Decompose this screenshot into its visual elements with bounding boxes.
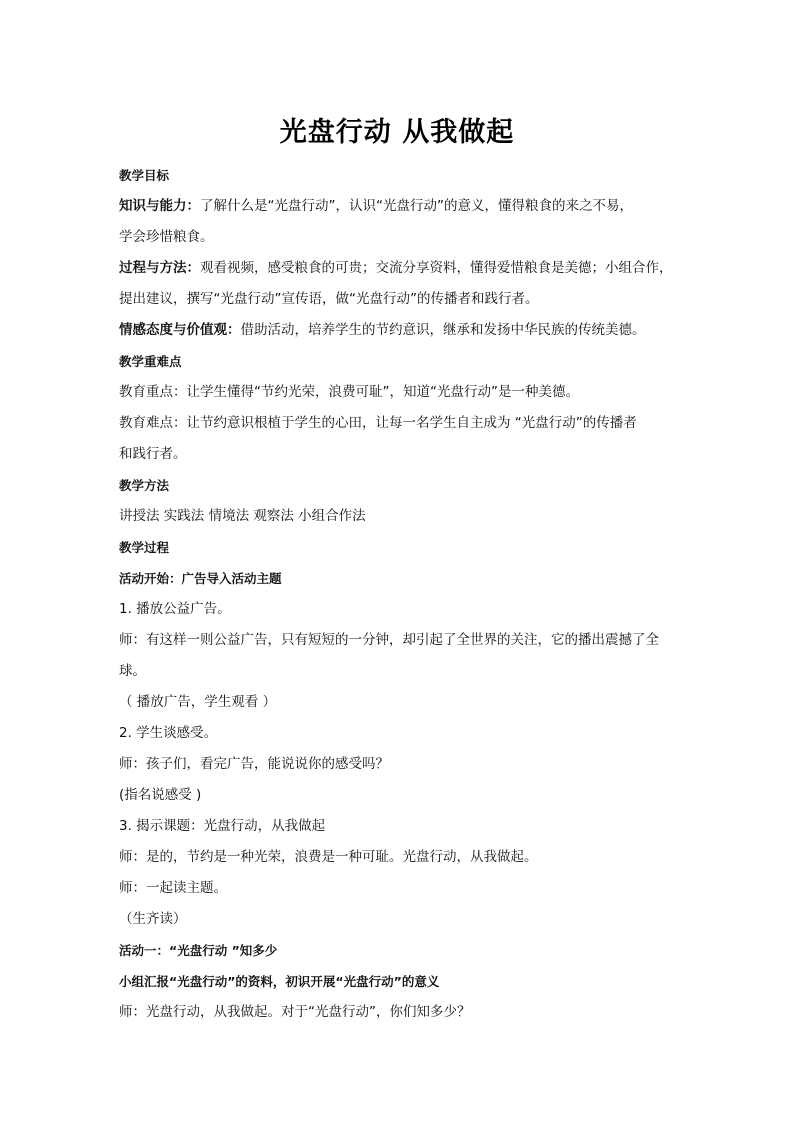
paragraph-line: 师：一起读主题。 <box>119 880 227 896</box>
paragraph-line: 师：孩子们，看完广告，能说说你的感受吗？ <box>119 756 389 772</box>
paragraph-line: 提出建议，撰写“光盘行动”宣传语，做“光盘行动”的传播者和践行者。 <box>119 291 539 307</box>
paragraph-line: 情感态度与价值观：借助活动，培养学生的节约意识，继承和发扬中华民族的传统美德。 <box>119 322 646 338</box>
paragraph-line: 1. 播放公益广告。 <box>119 601 231 617</box>
paragraph-line: 学会珍惜粮食。 <box>119 229 214 245</box>
paragraph-line: 教育重点：让学生懂得“节约光荣，浪费可耻”，知道“光盘行动”是一种美德。 <box>119 384 579 400</box>
paragraph-line: 知识与能力：了解什么是“光盘行动”，认识“光盘行动”的意义，懂得粮食的来之不易， <box>119 198 633 214</box>
subsection-heading: 小组汇报“光盘行动”的资料，初识开展“光盘行动”的意义 <box>119 974 440 989</box>
paragraph-line: （生齐读） <box>119 911 187 927</box>
document-title: 光盘行动 从我做起 <box>279 117 515 148</box>
section-heading: 教学过程 <box>119 540 170 555</box>
paragraph-line: 3. 揭示课题：光盘行动，从我做起 <box>119 818 326 834</box>
paragraph-line: 球。 <box>119 663 146 679</box>
subsection-heading: 活动开始：广告导入活动主题 <box>119 571 282 586</box>
paragraph-line: 师：光盘行动，从我做起。对于“光盘行动”，你们知多少？ <box>119 1004 471 1020</box>
paragraph-line: 师：是的，节约是一种光荣，浪费是一种可耻。光盘行动，从我做起。 <box>119 849 538 865</box>
paragraph-line: 和践行者。 <box>119 446 187 462</box>
paragraph-line: 2. 学生谈感受。 <box>119 725 218 741</box>
section-heading: 教学目标 <box>119 168 170 183</box>
paragraph-line: 师：有这样一则公益广告，只有短短的一分钟，却引起了全世界的关注，它的播出震撼了全 <box>119 632 659 648</box>
paragraph-line: （ 播放广告，学生观看 ） <box>119 694 277 710</box>
document-body <box>119 160 689 1028</box>
section-heading: 教学重难点 <box>119 354 182 369</box>
paragraph-line: 教育难点：让节约意识根植于学生的心田，让每一名学生自主成为 “光盘行动”的传播者 <box>119 415 637 431</box>
section-heading: 教学方法 <box>119 478 170 493</box>
subsection-heading: 活动一：“光盘行动 ”知多少 <box>119 943 278 958</box>
paragraph-line: 讲授法 实践法 情境法 观察法 小组合作法 <box>119 508 366 524</box>
paragraph-line: (指名说感受 ) <box>119 787 202 803</box>
paragraph-line: 过程与方法：观看视频，感受粮食的可贵；交流分享资料，懂得爱惜粮食是美德；小组合作， <box>119 260 673 276</box>
